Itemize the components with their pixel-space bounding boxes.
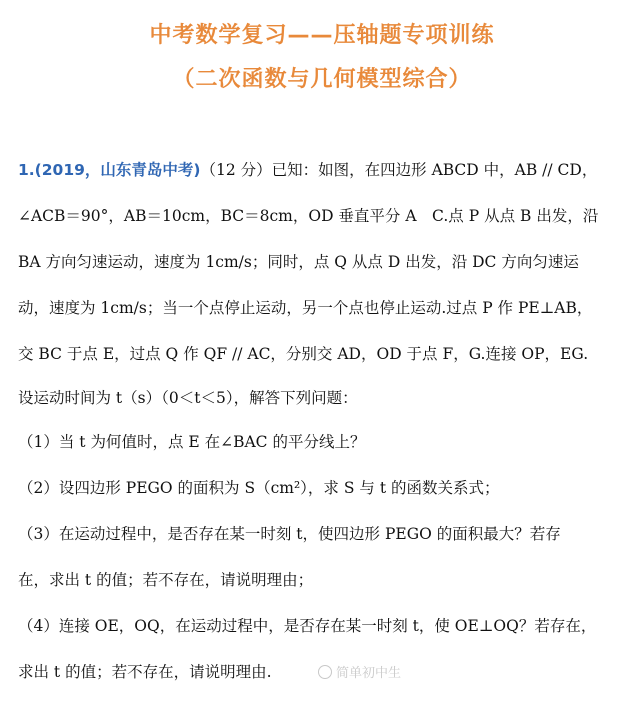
problem-text: （12 分）已知：如图，在四边形 ABCD 中，AB // CD， bbox=[200, 161, 598, 179]
watermark bbox=[318, 662, 401, 681]
page-subtitle: （二次函数与几何模型综合） bbox=[172, 67, 472, 92]
question-2: （2）设四边形 PEGO 的面积为 S（cm²），求 S 与 t 的函数关系式； bbox=[18, 479, 500, 497]
problem-line-2: ∠ACB＝90°，AB＝10cm，BC＝8cm，OD 垂直平分 A C.点 P 从点 B 出发，沿 bbox=[18, 207, 599, 225]
question-1: （1）当 t 为何值时，点 E 在∠BAC 的平分线上？ bbox=[18, 433, 366, 451]
problem-line-3: BA 方向匀速运动，速度为 1cm/s；同时，点 Q 从点 D 出发，沿 DC 方向匀速运 bbox=[18, 253, 579, 271]
problem-line-6: 设运动时间为 t（s）（0＜t＜5），解答下列问题： bbox=[18, 389, 358, 407]
question-4-line-1: （4）连接 OE，OQ，在运动过程中，是否存在某一时刻 t，使 OE⊥OQ？若存在， bbox=[18, 617, 597, 635]
watermark-text: 简单初中生 bbox=[336, 666, 402, 681]
question-3-line-2: 在，求出 t 的值；若不存在，请说明理由； bbox=[18, 571, 314, 589]
problem-line-5: 交 BC 于点 E，过点 Q 作 QF // AC，分别交 AD，OD 于点 F，G.连接 OP，EG. bbox=[18, 345, 589, 363]
page-title: 中考数学复习——压轴题专项训练 bbox=[149, 23, 495, 48]
question-4-line-2: 求出 t 的值；若不存在，请说明理由. bbox=[18, 663, 272, 681]
problem-line-1 bbox=[18, 158, 630, 180]
problem-line-4: 动，速度为 1cm/s；当一个点停止运动，另一个点也停止运动.过点 P 作 PE⊥AB， bbox=[18, 299, 593, 317]
question-3-line-1: （3）在运动过程中，是否存在某一时刻 t，使四边形 PEGO 的面积最大？若存 bbox=[18, 525, 561, 543]
watermark-logo-icon bbox=[318, 665, 332, 679]
problem-source: 1.(2019，山东青岛中考) bbox=[18, 161, 201, 179]
